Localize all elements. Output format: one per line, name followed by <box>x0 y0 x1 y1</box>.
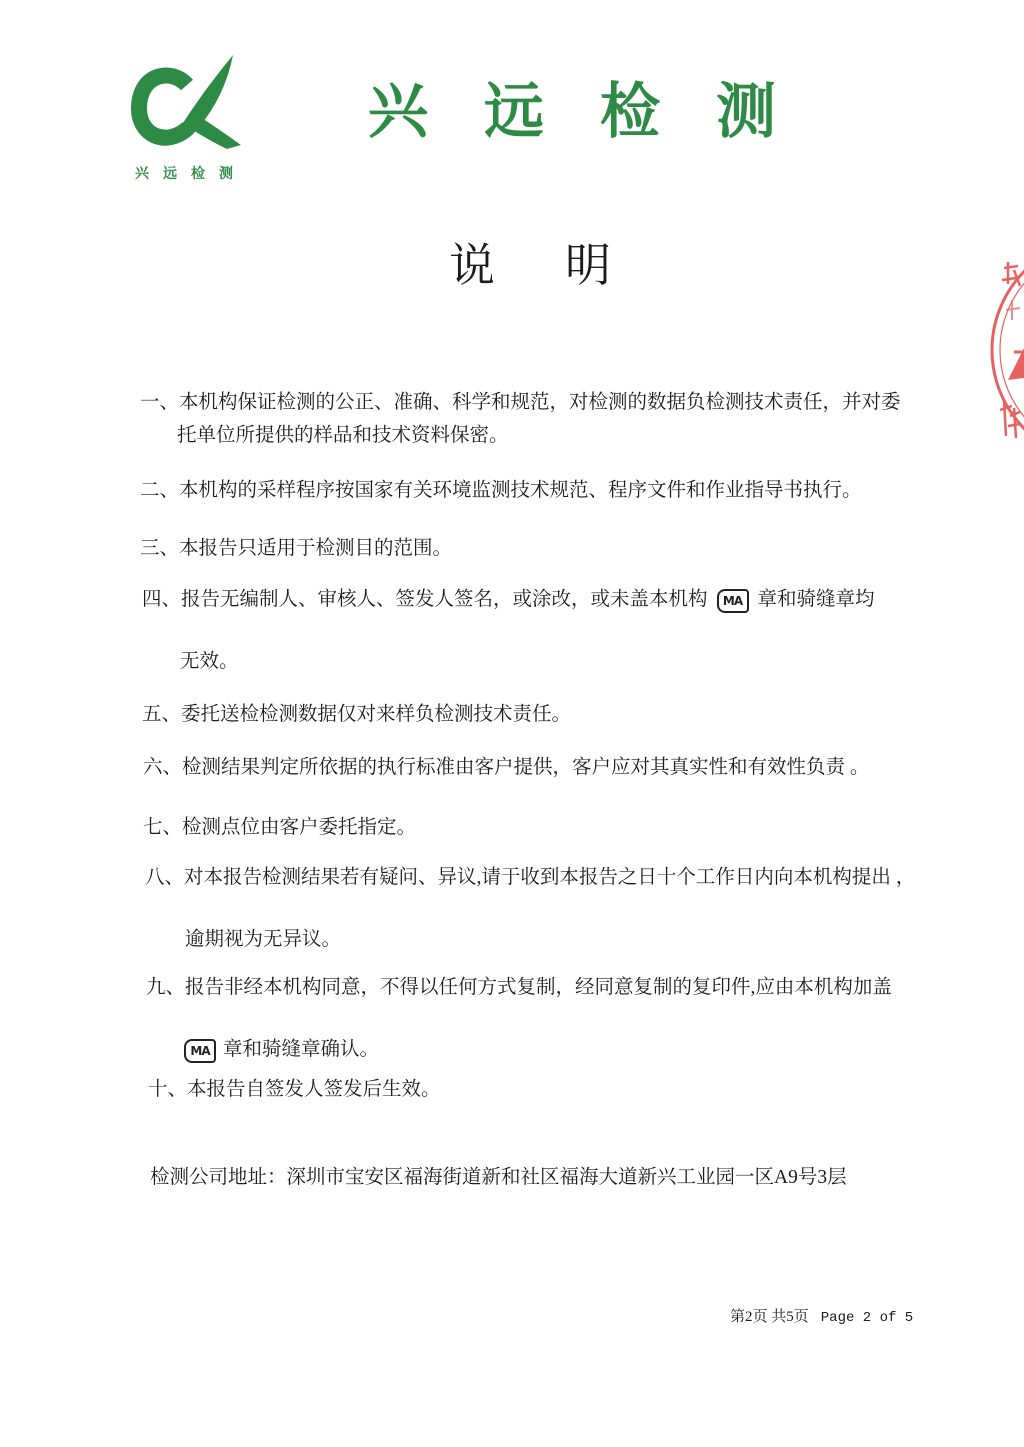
item-text: 本机构的采样程序按国家有关环境监测技术规范、程序文件和作业指导书执行。 <box>179 480 862 501</box>
address-value: 深圳市宝安区福海街道新和社区福海大道新兴工业园一区A9号3层 <box>286 1167 847 1188</box>
item-number: 八、 <box>145 867 185 888</box>
page-number-en: Page 2 of 5 <box>820 1310 914 1326</box>
item-number: 六、 <box>143 757 183 778</box>
item-text: 报告非经本机构同意，不得以任何方式复制，经同意复制的复印件,应由本机构加盖 <box>185 977 892 998</box>
logo-caption: 兴远检测 <box>135 166 247 182</box>
red-seal-stamp-icon <box>984 240 1024 460</box>
item-text: 章和骑缝章确认。 <box>223 1039 380 1060</box>
item-5 <box>142 703 571 727</box>
item-4-continuation <box>180 650 239 674</box>
item-number: 一、 <box>140 392 180 413</box>
cma-mark-icon: MA <box>184 1039 216 1063</box>
item-text: 委托送检检测数据仅对来样负检测技术责任。 <box>181 704 572 725</box>
address-label: 检测公司地址： <box>150 1167 287 1188</box>
item-text: 对本报告检测结果若有疑问、异议,请于收到本报告之日十个工作日内向本机构提出 ， <box>184 867 916 888</box>
item-3 <box>140 537 452 561</box>
item-8-continuation <box>185 928 341 952</box>
item-7 <box>143 816 416 840</box>
item-number: 二、 <box>140 480 180 501</box>
item-text: 本报告自签发人签发后生效。 <box>187 1079 441 1100</box>
company-logo-icon <box>130 55 242 163</box>
page-footer <box>730 1306 913 1329</box>
item-text: 本报告只适用于检测目的范围。 <box>179 538 453 559</box>
company-name: 兴远检测 <box>368 77 832 147</box>
item-2 <box>140 479 862 503</box>
item-text: 报告无编制人、审核人、签发人签名，或涂改，或未盖本机构 <box>181 589 708 610</box>
item-text: 托单位所提供的样品和技术资料保密。 <box>177 425 509 446</box>
item-number: 五、 <box>142 704 182 725</box>
item-text: 逾期视为无异议。 <box>185 929 342 950</box>
page-number-cn: 第2页 共5页 <box>730 1309 809 1325</box>
item-9 <box>146 976 892 1000</box>
item-number: 九、 <box>146 977 186 998</box>
item-number: 七、 <box>143 817 183 838</box>
item-text: 无效。 <box>180 651 239 672</box>
item-1-continuation <box>177 424 509 448</box>
item-number: 十、 <box>148 1079 188 1100</box>
company-address <box>150 1166 847 1190</box>
item-text: 本机构保证检测的公正、准确、科学和规范，对检测的数据负检测技术责任，并对委 <box>179 392 901 413</box>
cma-mark-icon: MA <box>717 589 749 613</box>
item-9-continuation <box>184 1038 379 1063</box>
item-4 <box>142 588 875 613</box>
item-text-after-mark: 章和骑缝章均 <box>757 589 875 610</box>
item-text: 检测点位由客户委托指定。 <box>182 817 417 838</box>
item-1 <box>140 391 901 415</box>
item-text: 检测结果判定所依据的执行标准由客户提供，客户应对其真实性和有效性负责 。 <box>182 757 870 778</box>
page-title: 说明 <box>449 240 681 291</box>
item-number: 四、 <box>142 589 182 610</box>
item-8 <box>145 866 915 890</box>
item-number: 三、 <box>140 538 180 559</box>
item-10 <box>148 1078 441 1102</box>
item-6 <box>143 756 869 780</box>
